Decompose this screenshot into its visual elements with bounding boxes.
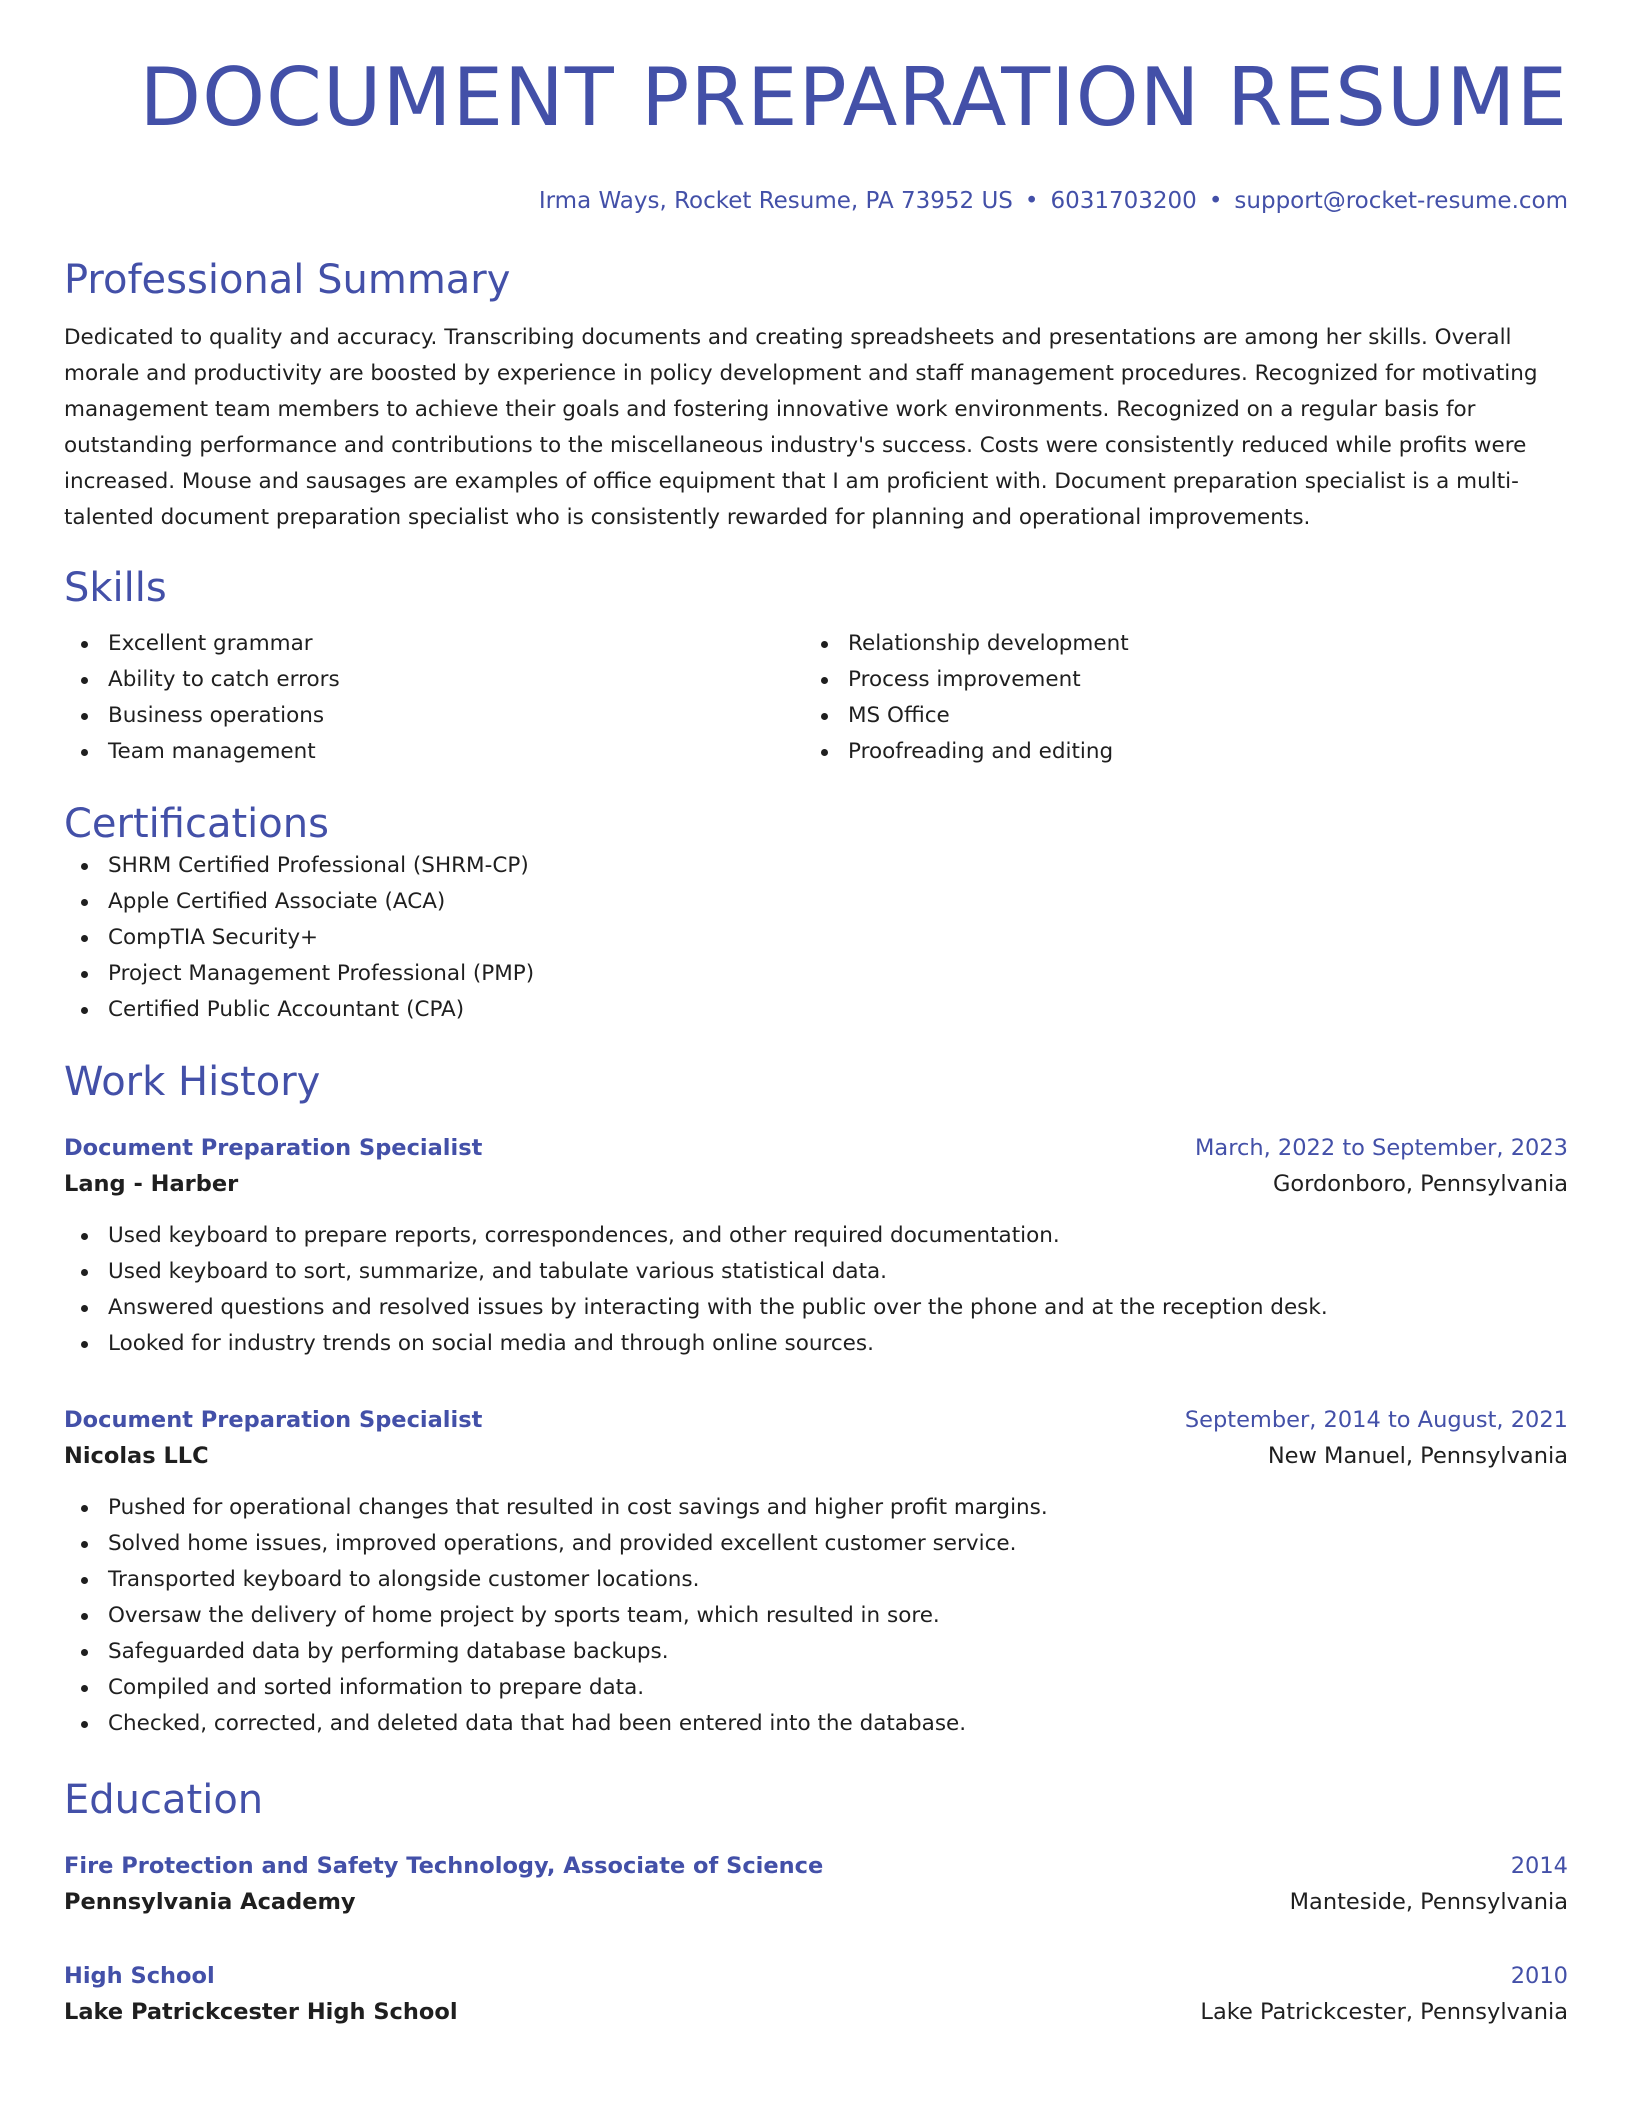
job-bullet: Transported keyboard to alongside customer locations. bbox=[64, 1562, 1568, 1598]
job-bullet: Oversaw the delivery of home project by sports team, which resulted in sore. bbox=[64, 1598, 1568, 1634]
job-entry bbox=[64, 1402, 1568, 1742]
skill-item: Team management bbox=[64, 734, 804, 770]
education-entry bbox=[64, 1958, 1568, 2030]
contact-phone: 6031703200 bbox=[1050, 188, 1197, 214]
certifications-list bbox=[64, 848, 1568, 1028]
contact-separator: • bbox=[1208, 188, 1223, 214]
education-degree: Fire Protection and Safety Technology, Associate of Science bbox=[64, 1853, 824, 1879]
job-bullet: Solved home issues, improved operations, and provided excellent customer service. bbox=[64, 1526, 1568, 1562]
contact-email: support@rocket-resume.com bbox=[1234, 188, 1568, 214]
job-bullets bbox=[64, 1490, 1568, 1742]
job-bullet: Pushed for operational changes that resulted in cost savings and higher profit margins. bbox=[64, 1490, 1568, 1526]
education-location: Manteside, Pennsylvania bbox=[1289, 1889, 1568, 1915]
job-dates: March, 2022 to September, 2023 bbox=[1195, 1135, 1568, 1161]
education-school: Pennsylvania Academy bbox=[64, 1889, 356, 1915]
job-bullet: Looked for industry trends on social media and through online sources. bbox=[64, 1326, 1568, 1362]
job-bullets bbox=[64, 1218, 1568, 1362]
contact-separator: • bbox=[1024, 188, 1039, 214]
section-heading-education: Education bbox=[64, 1777, 264, 1823]
skill-item: Process improvement bbox=[804, 662, 1544, 698]
section-heading-work-history: Work History bbox=[64, 1059, 321, 1105]
certification-item: Project Management Professional (PMP) bbox=[64, 956, 1568, 992]
job-header-row bbox=[64, 1130, 1568, 1166]
job-location: New Manuel, Pennsylvania bbox=[1267, 1443, 1568, 1469]
job-company: Nicolas LLC bbox=[64, 1443, 209, 1469]
skill-item: Business operations bbox=[64, 698, 804, 734]
skill-item: Excellent grammar bbox=[64, 626, 804, 662]
section-heading-skills: Skills bbox=[64, 565, 167, 611]
contact-address: Irma Ways, Rocket Resume, PA 73952 US bbox=[538, 188, 1013, 214]
education-header-row bbox=[64, 1848, 1568, 1884]
resume-title: DOCUMENT PREPARATION RESUME bbox=[139, 51, 1568, 144]
skill-item: Ability to catch errors bbox=[64, 662, 804, 698]
job-bullet: Answered questions and resolved issues by interacting with the public over the phone and at the reception desk. bbox=[64, 1290, 1568, 1326]
certification-item: Apple Certified Associate (ACA) bbox=[64, 884, 1568, 920]
skills-column-right bbox=[804, 626, 1544, 770]
job-bullet: Checked, corrected, and deleted data that had been entered into the database. bbox=[64, 1706, 1568, 1742]
job-company-row bbox=[64, 1166, 1568, 1202]
job-header-row bbox=[64, 1402, 1568, 1438]
section-heading-certifications: Certifications bbox=[64, 801, 329, 847]
job-bullet: Used keyboard to prepare reports, correspondences, and other required documentation. bbox=[64, 1218, 1568, 1254]
job-role: Document Preparation Specialist bbox=[64, 1407, 483, 1433]
skill-item: Relationship development bbox=[804, 626, 1544, 662]
education-school-row bbox=[64, 1884, 1568, 1920]
education-school: Lake Patrickcester High School bbox=[64, 1999, 458, 2025]
job-bullet: Compiled and sorted information to prepare data. bbox=[64, 1670, 1568, 1706]
job-dates: September, 2014 to August, 2021 bbox=[1184, 1407, 1568, 1433]
education-year: 2014 bbox=[1510, 1853, 1568, 1879]
certification-item: SHRM Certified Professional (SHRM-CP) bbox=[64, 848, 1568, 884]
job-entry bbox=[64, 1130, 1568, 1362]
certification-item: CompTIA Security+ bbox=[64, 920, 1568, 956]
contact-line bbox=[64, 186, 1568, 216]
skills-list bbox=[64, 626, 1568, 770]
certification-item: Certified Public Accountant (CPA) bbox=[64, 992, 1568, 1028]
job-bullet: Used keyboard to sort, summarize, and tabulate various statistical data. bbox=[64, 1254, 1568, 1290]
job-bullet: Safeguarded data by performing database backups. bbox=[64, 1634, 1568, 1670]
skill-item: Proofreading and editing bbox=[804, 734, 1544, 770]
summary-text: Dedicated to quality and accuracy. Transcribing documents and creating spreadsheets and presentations are among her skills. Overall morale and productivity are boosted by experience in policy development and staff management procedures. Recognized for motivating management team members to achieve their goals and fostering innovative work environments. Recognized on a regular basis for outstanding performance and contributions to the miscellaneous industry's success. Costs were consistently reduced while profits were increased. Mouse and sausages are examples of office equipment that I am proficient with. Document preparation specialist is a multi-talented document preparation specialist who is consistently rewarded for planning and operational improvements. bbox=[64, 325, 1538, 530]
education-year: 2010 bbox=[1510, 1963, 1568, 1989]
section-heading-summary: Professional Summary bbox=[64, 257, 511, 303]
education-header-row bbox=[64, 1958, 1568, 1994]
job-location: Gordonboro, Pennsylvania bbox=[1272, 1171, 1568, 1197]
education-school-row bbox=[64, 1994, 1568, 2030]
education-degree: High School bbox=[64, 1963, 215, 1989]
job-role: Document Preparation Specialist bbox=[64, 1135, 483, 1161]
education-location: Lake Patrickcester, Pennsylvania bbox=[1200, 1999, 1568, 2025]
education-entry bbox=[64, 1848, 1568, 1920]
job-company: Lang - Harber bbox=[64, 1171, 239, 1197]
job-company-row bbox=[64, 1438, 1568, 1474]
skills-column-left bbox=[64, 626, 804, 770]
skill-item: MS Office bbox=[804, 698, 1544, 734]
